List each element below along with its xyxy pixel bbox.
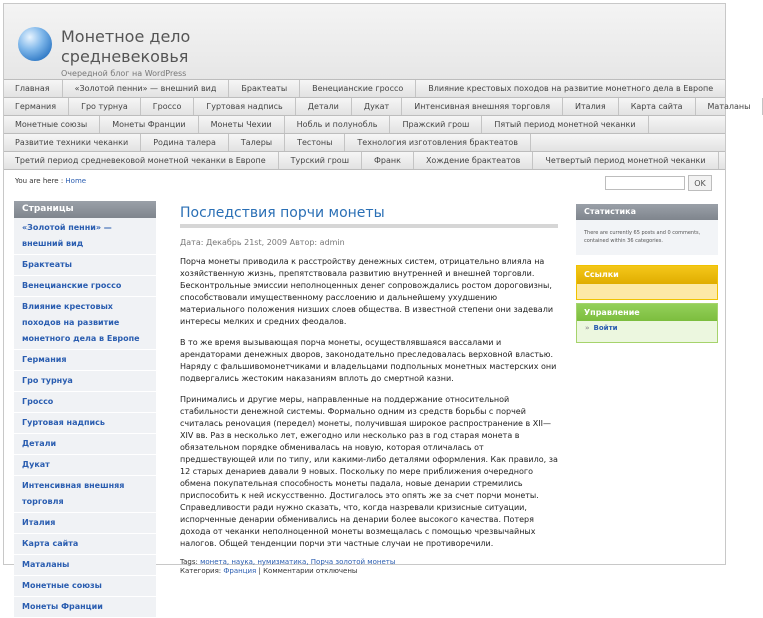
site-title-line1[interactable]: Монетное дело: [61, 27, 191, 46]
links-body: [577, 284, 717, 299]
sidebar-item[interactable]: Венецианские гроссо: [14, 276, 156, 297]
nav-item[interactable]: Талеры: [229, 134, 285, 151]
nav-item[interactable]: Гуртовая надпись: [194, 98, 295, 115]
sidebar-pages: [14, 201, 156, 618]
sidebar-item[interactable]: Гро турнуа: [14, 371, 156, 392]
management-widget: [576, 303, 718, 343]
post-paragraph: Порча монеты приводила к расстройству денежных систем, отрицательно влияла на хозяйственную жизнь, препятствовала развитию внутренней и внешней торговли. Бесконтрольные эмиссии неполноценных денег сопровождались ростом дороговизны, способствовали имущественному расслоению и дальнейшему ухудшению материального положения низших слоев общества. В известной степени они задевали интересы мелких и средних феодалов.: [180, 257, 554, 326]
nav-item[interactable]: Пражский грош: [390, 116, 482, 133]
login-link[interactable]: [577, 321, 717, 342]
bullet-icon: »: [585, 324, 590, 332]
breadcrumb-bar: [4, 172, 725, 194]
right-sidebar: [576, 204, 718, 343]
nav-item[interactable]: Монеты Чехии: [199, 116, 285, 133]
nav-item[interactable]: Хождение брактеатов: [414, 152, 533, 169]
nav-item[interactable]: Развитие техники чеканки: [4, 134, 141, 151]
sidebar-heading: Страницы: [14, 201, 156, 218]
post-tags: [180, 558, 558, 576]
nav-item[interactable]: Детали: [296, 98, 352, 115]
post-title[interactable]: Последствия порчи монеты: [180, 205, 385, 221]
sidebar-item[interactable]: Влияние крестовых походов на развитие монетного дела в Европе: [14, 297, 156, 350]
breadcrumb-home-link[interactable]: Home: [65, 177, 87, 185]
nav-item[interactable]: Гро турнуа: [69, 98, 141, 115]
post-paragraph: В то же время вызывающая порча монеты, осуществлявшаяся вассалами и арендаторами денежных дворов, законодательно преследовалась верховной властью. Наряду с фальшивомонетчиками и владельцами подпольных монетных мастерских они подвергались жестоким наказаниям вплоть до смертной казни.: [180, 338, 557, 383]
nav-item[interactable]: Четвертый период монетной чеканки: [533, 152, 718, 169]
post-meta: Дата: Декабрь 21st, 2009 Автор: admin: [180, 238, 345, 247]
nav-item[interactable]: Италия: [563, 98, 619, 115]
site-header: [4, 4, 725, 82]
sidebar-item[interactable]: Монеты Франции: [14, 597, 156, 618]
nav-row: [4, 97, 751, 115]
nav-row: [4, 115, 725, 133]
sidebar-item[interactable]: Монетные союзы: [14, 576, 156, 597]
nav-item[interactable]: Влияние крестовых походов на развитие монетного дела в Европе: [416, 80, 726, 97]
nav-row: [4, 79, 725, 97]
nav-item[interactable]: Монеты Франции: [100, 116, 198, 133]
nav-item[interactable]: Франк: [362, 152, 414, 169]
site-title-line2[interactable]: средневековья: [61, 47, 189, 66]
post-paragraph: Принимались и другие меры, направленные на поддержание относительной стабильности денежной системы. Формально одним из средств борьбы с порчей считалась ренovация (передел) монеты, получившая широкое распространение в XII—XIV вв. Раз в несколько лет, ежегодно или несколько раз в год старая монета в обязательном порядке обменивалась на новую, которая отличалась от предшествующей или по типу, или какими-либо деталями оформления. Как правило, за 12 старых денариев давали 9 новых. Поскольку по мере приближения очередного обмена покупательная способность монеты падала, новые денарии стремились приспособить к ней искусственно. Достигалось это опять же за счет порчи монеты. Справедливости ради нужно сказать, что, когда назревали кризисные ситуации, испорченные денарии обменивались на денарии более высокого качества. Потеря дохода от чеканки неполноценной монеты возмещалась с помощью чрезвычайных налогов. Общей тенденции порчи эти частные случаи не противоречили.: [180, 395, 558, 548]
category-label: Категория:: [180, 567, 224, 575]
nav-item[interactable]: Карта сайта: [619, 98, 696, 115]
nav-item[interactable]: Брактеаты: [229, 80, 300, 97]
sidebar-item[interactable]: Италия: [14, 513, 156, 534]
nav-item[interactable]: Германия: [4, 98, 69, 115]
nav-item[interactable]: Технология изготовления брактеатов: [345, 134, 531, 151]
nav-row: [4, 133, 725, 151]
nav-item[interactable]: Родина талера: [141, 134, 229, 151]
comments-status: | Комментарии отключены: [256, 567, 358, 575]
breadcrumb-prefix: You are here :: [15, 177, 66, 185]
nav-item[interactable]: «Золотой пенни» — внешний вид: [63, 80, 230, 97]
nav-item[interactable]: Маталаны: [696, 98, 763, 115]
sidebar-item[interactable]: Маталаны: [14, 555, 156, 576]
tags-label: Tags:: [180, 558, 201, 566]
category-link[interactable]: Франция: [223, 567, 257, 575]
sidebar-item[interactable]: Карта сайта: [14, 534, 156, 555]
nav-item[interactable]: Главная: [4, 80, 63, 97]
nav-item[interactable]: Нобль и полунобль: [285, 116, 391, 133]
globe-logo-icon: [18, 27, 52, 61]
post-content: [180, 204, 558, 576]
site-description: Очередной блог на WordPress: [61, 69, 187, 78]
nav-item[interactable]: Пятый период монетной чеканки: [482, 116, 648, 133]
sidebar-item[interactable]: Интенсивная внешняя торговля: [14, 476, 156, 513]
tags-links[interactable]: монета, наука, нумизматика, Порча золотой монеты: [200, 558, 396, 566]
nav-item[interactable]: Тестоны: [285, 134, 345, 151]
links-widget: [576, 265, 718, 300]
nav-item[interactable]: Монетные союзы: [4, 116, 100, 133]
nav-item[interactable]: Третий период средневековой монетной чеканки в Европе: [4, 152, 279, 169]
breadcrumb: [15, 177, 86, 185]
sidebar-item[interactable]: Брактеаты: [14, 255, 156, 276]
login-label[interactable]: Войти: [593, 324, 618, 332]
search-button[interactable]: OK: [688, 175, 712, 191]
stats-heading: Статистика: [576, 204, 718, 220]
sidebar-item[interactable]: «Золотой пенни» — внешний вид: [14, 218, 156, 255]
nav-item[interactable]: Гроссо: [141, 98, 195, 115]
search-input[interactable]: [605, 176, 685, 190]
nav-item[interactable]: Турский грош: [279, 152, 362, 169]
sidebar-item[interactable]: Гуртовая надпись: [14, 413, 156, 434]
nav-row: [4, 151, 725, 170]
sidebar-item[interactable]: Германия: [14, 350, 156, 371]
main-navigation: [4, 79, 751, 170]
links-heading: Ссылки: [577, 266, 717, 284]
site-title[interactable]: [61, 27, 190, 67]
nav-item[interactable]: Интенсивная внешняя торговля: [402, 98, 563, 115]
sidebar-item[interactable]: Гроссо: [14, 392, 156, 413]
nav-item[interactable]: Венецианские гроссо: [300, 80, 416, 97]
sidebar-item[interactable]: Детали: [14, 434, 156, 455]
stats-text: There are currently 65 posts and 0 comments, contained within 36 categories.: [576, 220, 718, 255]
page-frame: [3, 3, 751, 611]
sidebar-item[interactable]: Дукат: [14, 455, 156, 476]
title-divider: [180, 224, 558, 228]
management-heading: Управление: [577, 304, 717, 321]
nav-item[interactable]: Дукат: [352, 98, 402, 115]
